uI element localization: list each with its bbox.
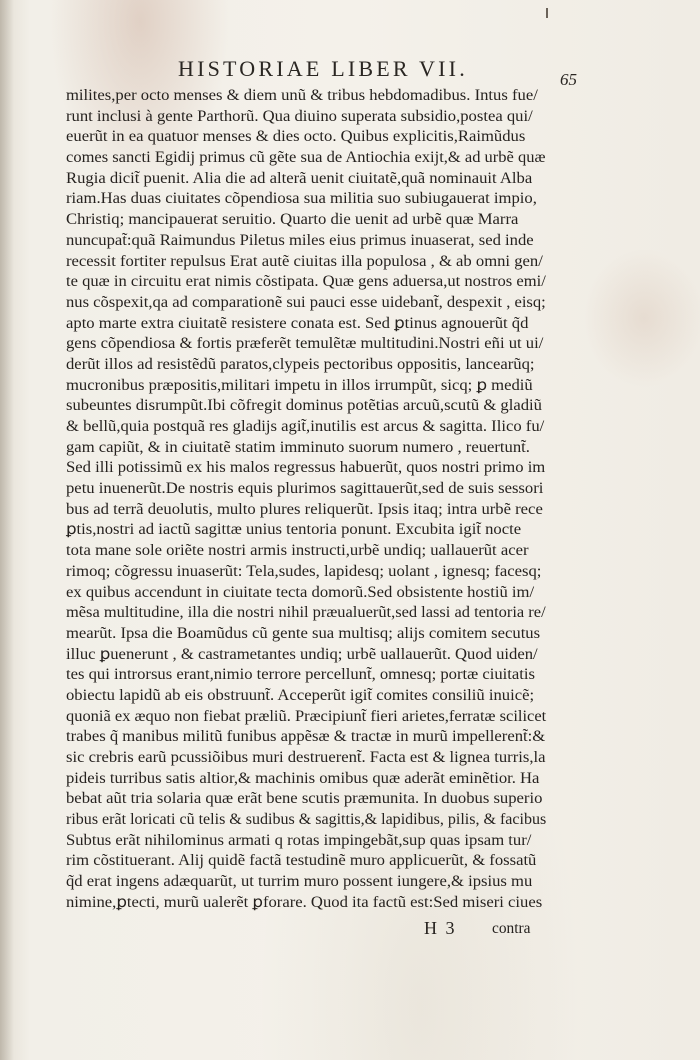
text-line: petu inuenerũt.De nostris equis plurimos sagittauerũt,sed de suis sessori xyxy=(66,480,544,498)
main-text-block xyxy=(66,86,546,914)
text-line: nuncupat̃:quã Raimundus Piletus miles eius primus inuaserat, sed inde xyxy=(66,231,534,249)
running-head: HISTORIAE LIBER VII. xyxy=(178,56,468,81)
text-line: obiectu lapidũ ab eis obstruunt̃. Acceperũt igit̃ comites consiliũ inuicẽ; xyxy=(66,686,535,704)
catchword: contra xyxy=(492,920,531,937)
text-line: bus ad terrã deuolutis, multo plures reliquerũt. Ipsis itaq; intra urbẽ rece xyxy=(66,500,543,518)
text-line: trabes q̃ manibus militũ funibus appẽsæ & tractæ in murũ impellerent̃:& xyxy=(66,728,546,746)
text-line: ex quibus accendunt in ciuitate tecta domorũ.Sed obsistente hostiũ im/ xyxy=(66,583,535,601)
text-line: nus cõspexit,qa ad comparationẽ sui pauci esse uidebant̃, despexit , eisq; xyxy=(66,293,546,311)
text-line: tota mane sole oriẽte nostri armis instructi,urbẽ undiq; uallauerũt acer xyxy=(66,542,529,560)
text-line: rimoq; cõgressu inuaserũt: Tela,sudes, lapidesq; uolant , ignesq; facesq; xyxy=(66,562,542,580)
text-line: illuc ꝑuenerunt , & castrametantes undiq; urbẽ uallauerũt. Quod uiden/ xyxy=(66,645,538,663)
text-line: mearũt. Ipsa die Boamũdus cũ gente sua multisq; alijs comitem secutus xyxy=(66,624,541,642)
text-line: Christiq; mancipauerat seruitio. Quarto die uenit ad urbẽ quæ Marra xyxy=(66,211,519,229)
text-line: comes sancti Egidij primus cũ gẽte sua de Antiochia exijt,& ad urbẽ quæ xyxy=(66,149,546,167)
text-line: euerũt in ea quatuor menses & dies octo. Quibus explicitis,Raimũdus xyxy=(66,128,526,146)
text-line: gam capiũt, & in ciuitatẽ statim imminuto suorum numero , reuertunt̃. xyxy=(66,438,530,456)
signature-mark: H 3 xyxy=(424,918,457,938)
text-line: Rugia dicit̃ puenit. Alia die ad alterã uenit ciuitatẽ,quã nominauit Alba xyxy=(66,169,533,187)
text-line: gens cõpendiosa & fortis præferẽt temulẽtæ multitudini.Nostri eñi ut ui/ xyxy=(66,335,544,353)
text-line: Subtus erãt nihilominus armati q rotas impingebãt,sup quas ipsam tur/ xyxy=(66,831,532,849)
text-line: pideis turribus satis altior,& machinis omibus quæ aderãt eminẽtior. Ha xyxy=(66,769,540,787)
text-line: milites,per octo menses & diem unũ & tribus hebdomadibus. Intus fue/ xyxy=(66,87,538,104)
text-line: subeuntes disrumpũt.Ibi cõfregit dominus potẽtias arcuũ,scutũ & gladiũ xyxy=(66,397,542,415)
text-line: mucronibus præpositis,militari impetu in illos irrumpũt, sicq; ꝑ mediũ xyxy=(66,376,533,394)
text-line: recessit fortiter repulsus Erat autẽ ciuitas illa populosa , & ab omni gen/ xyxy=(66,252,543,270)
folio-number: 65 xyxy=(560,70,577,89)
text-line: ribus erãt loricati cũ telis & sudibus & sagittis,& lapidibus, pilis, & facibus xyxy=(66,811,547,829)
text-line: & bellũ,quia postquã res gladijs agit̃,inutilis est arcus & sagitta. Ilico fu/ xyxy=(66,418,545,435)
text-line: bebat aũt tria solaria quæ erãt bene scutis præmunita. In duobus superio xyxy=(66,790,543,808)
text-line: Sed illi potissimũ ex his malos regressus habuerũt, quos nostri primo im xyxy=(66,459,546,477)
text-line: q̃d erat ingens adæquarũt, ut turrim muro possent iungere,& ipsius mu xyxy=(66,873,533,891)
text-line: quoniã ex æquo non fiebat præliũ. Præcipiunt̃ fieri arietes,ferratæ scilicet xyxy=(66,707,547,725)
text-line: runt inclusi à gente Parthorũ. Qua diuino superata subsidio,postea qui/ xyxy=(66,107,533,125)
text-line: nimine,ꝑtecti, murũ ualerẽt ꝑforare. Quod ita factũ est:Sed miseri ciues xyxy=(66,893,543,911)
gutter-shadow xyxy=(0,0,14,1060)
text-line: sic crebris earũ pcussiõibus muri destruerent̃. Facta est & lignea turris,la xyxy=(66,749,546,766)
text-line: apto marte extra ciuitatẽ resistere conata est. Sed ꝑtinus agnouerũt q̃d xyxy=(66,314,529,332)
text-line: riam.Has duas ciuitates cõpendiosa sua militia suo subiugauerat impio, xyxy=(66,190,537,208)
text-line: mẽsa multitudine, illa die nostri nihil præualuerũt,sed lassi ad tentoria re/ xyxy=(66,604,546,622)
text-line: te quæ in circuitu erat nimis cõstipata. Quæ gens aduersa,ut nostros emi/ xyxy=(66,273,546,291)
text-line: rim cõstituerant. Alij quidẽ factã testudinẽ muro applicuerũt, & fossatũ xyxy=(66,852,537,870)
text-line: derũt illos ad resistẽdũ paratos,clypeis pectoribus oppositis, lancearũq; xyxy=(66,355,535,373)
text-line: tes qui introrsus erant,nimio terrore percellunt̃, omnesq; portæ ciuitatis xyxy=(66,666,536,684)
text-line: ꝑtis,nostri ad iactũ sagittæ unius tentoria ponunt. Excubita igit̃ nocte xyxy=(66,521,522,539)
page-mark xyxy=(546,8,548,18)
